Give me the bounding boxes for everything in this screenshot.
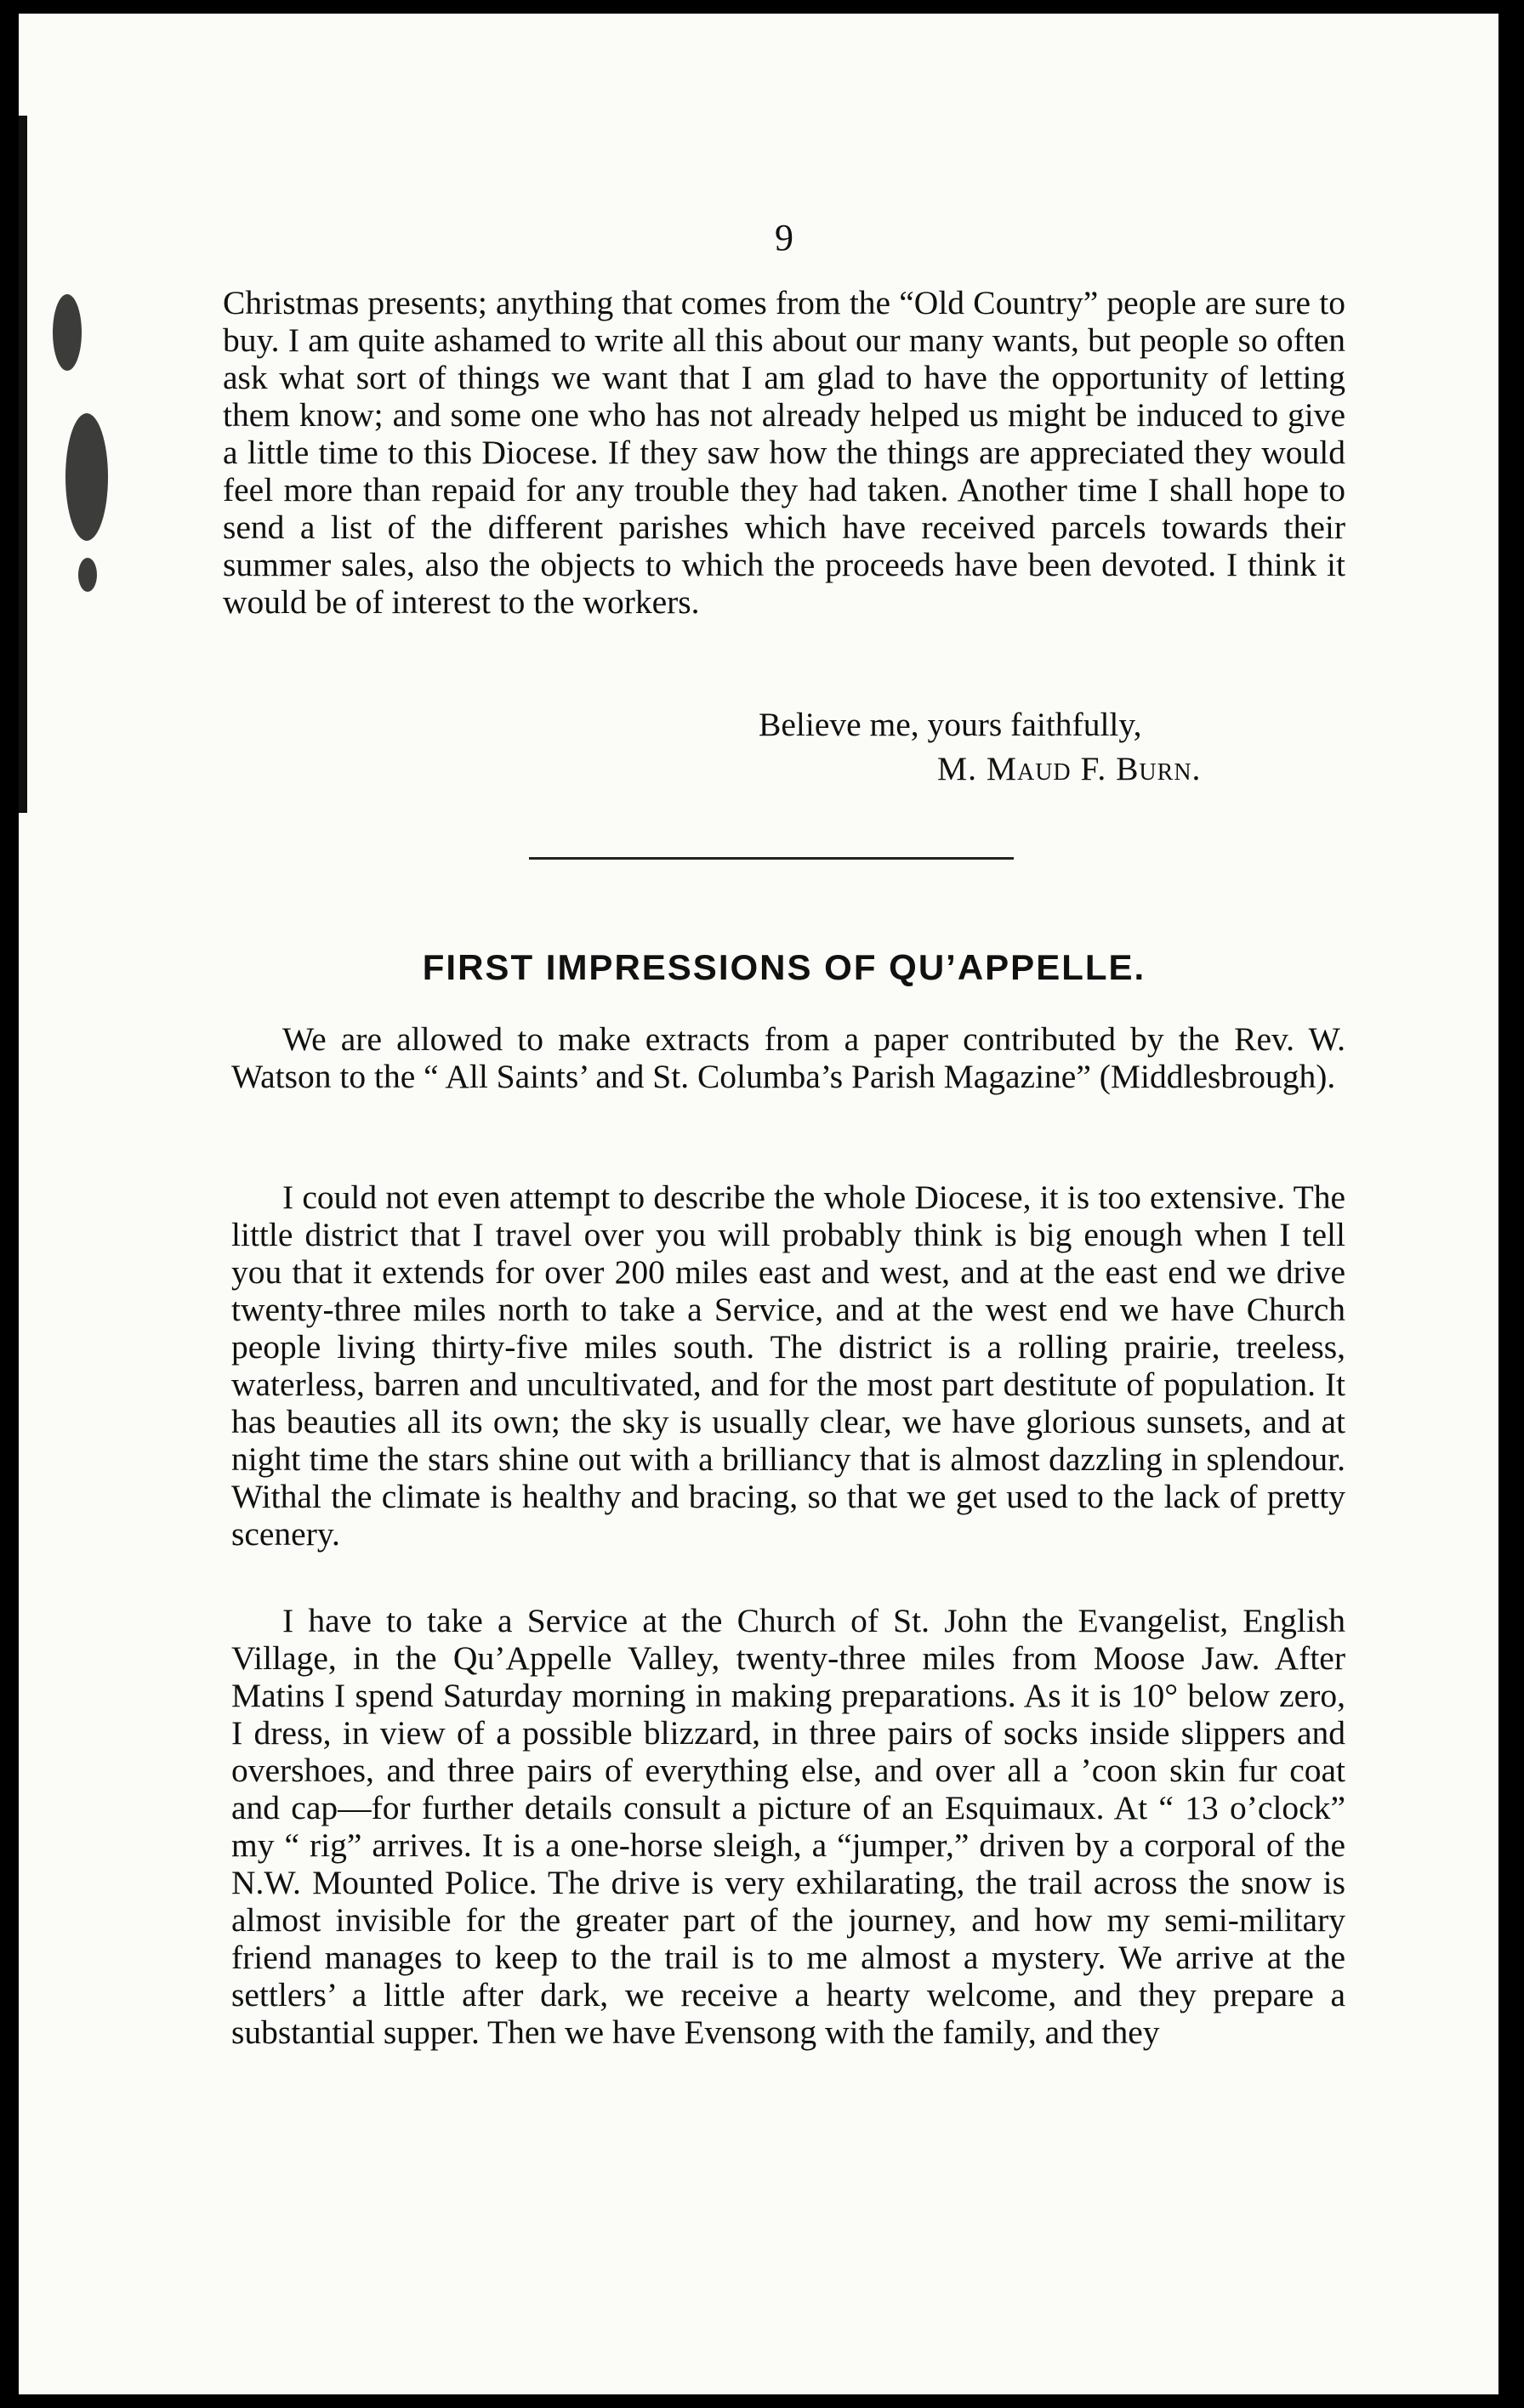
article-paragraph: I have to take a Service at the Church of St. John the Evangelist, English Village, in the Qu’Appelle Valley, twenty-three miles from Moose Jaw. After Matins I spend Saturday morning in making preparations. As it is 10° below zero, I dress, in view of a possible blizzard, in three pairs of socks inside slippers and overshoes, and three pairs of everything else, and over all a ’coon skin fur coat and cap—for further details consult a picture of an Esquimaux. At “ 13 o’clock” my “ rig” arrives. It is a one-horse sleigh, a “jumper,” driven by a corporal of the N.W. Mounted Police. The drive is very exhilarating, the trail across the snow is almost invisible for the greater part of the journey, and how my semi-military friend manages to keep to the trail is to me almost a mystery. We arrive at the settlers’ a little after dark, we receive a hearty welcome, and they prepare a substantial supper. Then we have Evensong with the family, and they — [231, 1602, 1345, 2051]
ink-stain — [53, 294, 82, 371]
section-divider — [529, 857, 1014, 860]
article-title: FIRST IMPRESSIONS OF QU’APPELLE. — [422, 947, 1146, 987]
ink-stain — [65, 413, 108, 541]
page-number: 9 — [775, 217, 793, 258]
article-intro: We are allowed to make extracts from a paper contributed by the Rev. W. Watson to the “ All Saints’ and St. Columba’s Parish Magazine” (Middlesbrough). — [231, 1020, 1345, 1095]
article-paragraph: I could not even attempt to describe the whole Diocese, it is too extensive. The little district that I travel over you will probably think is big enough when I tell you that it extends for over 200 miles east and west, and at the east end we drive twenty-three miles north to take a Service, and at the west end we have Church people living thirty-five miles south. The district is a rolling prairie, treeless, waterless, barren and uncultivated, and for the most part destitute of population. It has beauties all its own; the sky is usually clear, we have glorious sunsets, and at night time the stars shine out with a brilliancy that is almost dazzling in splendour. Withal the climate is healthy and bracing, so that we get used to the lack of pretty scenery. — [231, 1178, 1345, 1553]
letter-closing-paragraph: Christmas presents; anything that comes from the “Old Country” people are sure to buy. I am quite ashamed to write all this about our many wants, but people so often ask what sort of things we want that I am glad to have the opportunity of letting them know; and some one who has not already helped us might be induced to give a little time to this Diocese. If they saw how the things are appreciated they would feel more than repaid for any trouble they had taken. Another time I shall hope to send a list of the different parishes which have received parcels towards their summer sales, also the objects to which the proceeds have been devoted. I think it would be of interest to the workers. — [223, 284, 1345, 621]
letter-signature: M. Maud F. Burn. — [937, 750, 1202, 787]
book-page — [19, 14, 1498, 2394]
page-binding-edge — [19, 116, 27, 813]
letter-signoff: Believe me, yours faithfully, — [759, 706, 1142, 743]
ink-stain — [78, 558, 97, 592]
